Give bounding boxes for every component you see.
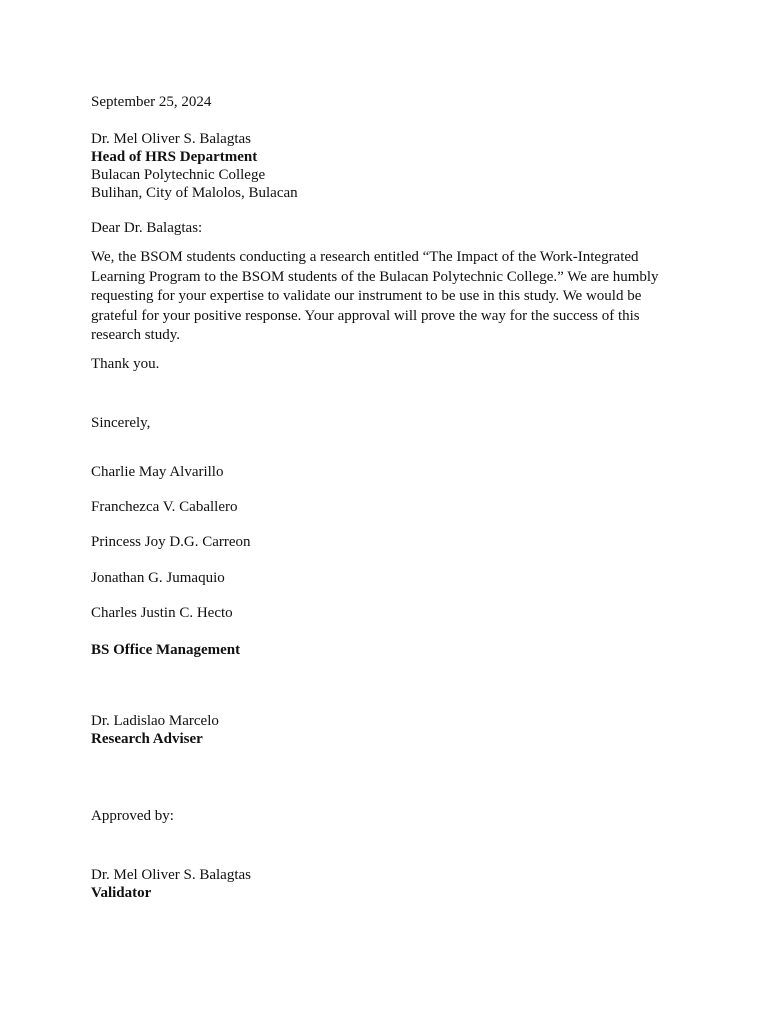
validator-name: Dr. Mel Oliver S. Balagtas [91,867,251,883]
approval-label: Approved by: [91,808,174,824]
adviser-role: Research Adviser [91,731,203,747]
body-paragraph: We, the BSOM students conducting a research entitled “The Impact of the Work-Integrated Learning Program to the BSOM students of the Bulacan Polytechnic College.” We are humbly requesting for your expertise to validate our instrument to be use in this study. We would be grateful for your positive response. Your approval will prove the way for the success of this research study. [91,249,659,343]
adviser-name: Dr. Ladislao Marcelo [91,713,219,729]
recipient-address: Bulihan, City of Malolos, Bulacan [91,185,298,201]
signatory-name: Franchezca V. Caballero [91,499,238,515]
thanks-line: Thank you. [91,356,160,372]
recipient-institution: Bulacan Polytechnic College [91,167,266,183]
signatory-name: Charles Justin C. Hecto [91,605,233,621]
salutation: Dear Dr. Balagtas: [91,220,203,236]
closing-line: Sincerely, [91,415,151,431]
signatory-name: Charlie May Alvarillo [91,464,224,480]
letter-date: September 25, 2024 [91,94,212,110]
signatory-name: Princess Joy D.G. Carreon [91,534,251,550]
program-name: BS Office Management [91,642,241,658]
signatory-name: Jonathan G. Jumaquio [91,570,225,586]
recipient-title: Head of HRS Department [91,149,258,165]
validator-role: Validator [91,885,152,901]
recipient-name: Dr. Mel Oliver S. Balagtas [91,131,251,147]
